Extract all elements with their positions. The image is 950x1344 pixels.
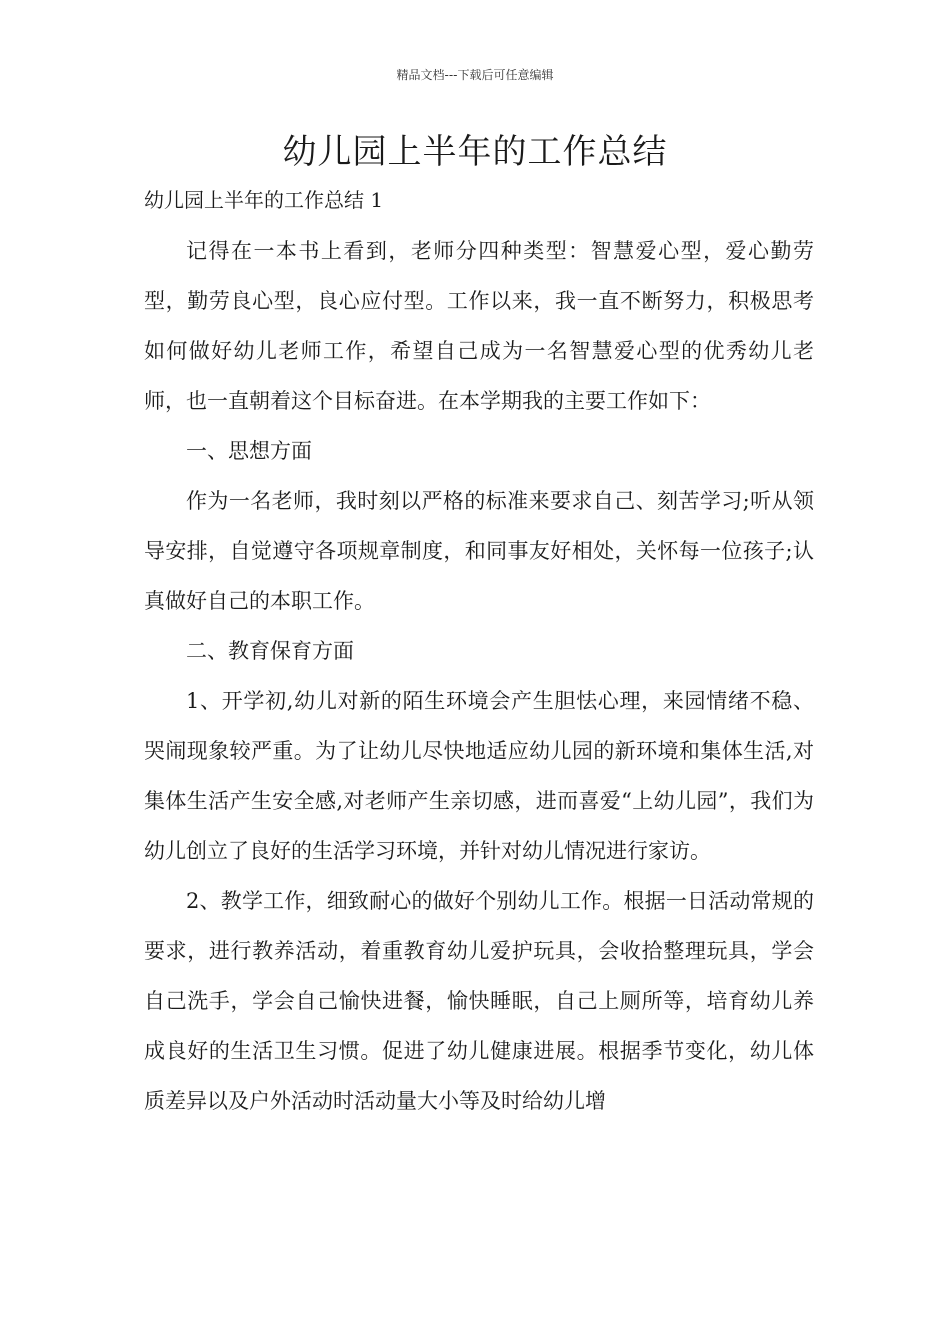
document-body [144, 226, 814, 1126]
paragraph-education-2: 2、教学工作，细致耐心的做好个别幼儿工作。根据一日活动常规的要求，进行教养活动，着重教育幼儿爱护玩具，会收拾整理玩具，学会自己洗手，学会自己愉快进餐，愉快睡眠，自己上厕所等，培育幼儿养成良好的生活卫生习惯。促进了幼儿健康进展。根据季节变化，幼儿体质差异以及户外活动时活动量大小等及时给幼儿增 [144, 889, 814, 1113]
document-subtitle: 幼儿园上半年的工作总结 1 [144, 188, 384, 212]
document-title: 幼儿园上半年的工作总结 [282, 132, 668, 172]
paragraph-thought: 作为一名老师，我时刻以严格的标准来要求自己、刻苦学习;听从领导安排，自觉遵守各项规章制度，和同事友好相处，关怀每一位孩子;认真做好自己的本职工作。 [144, 489, 814, 613]
paragraph-education-1: 1、开学初,幼儿对新的陌生环境会产生胆怯心理，来园情绪不稳、哭闹现象较严重。为了让幼儿尽快地适应幼儿园的新环境和集体生活,对集体生活产生安全感,对老师产生亲切感，进而喜爱“上幼儿园”，我们为幼儿创立了良好的生活学习环境，并针对幼儿情况进行家访。 [144, 689, 814, 863]
header-note: 精品文档---下载后可任意编辑 [396, 68, 554, 82]
paragraph-intro: 记得在一本书上看到，老师分四种类型：智慧爱心型，爱心勤劳型，勤劳良心型，良心应付型。工作以来，我一直不断努力，积极思考如何做好幼儿老师工作，希望自己成为一名智慧爱心型的优秀幼儿老师，也一直朝着这个目标奋进。在本学期我的主要工作如下： [144, 239, 814, 413]
section-heading-thought: 一、思想方面 [186, 439, 312, 463]
section-heading-education: 二、教育保育方面 [186, 639, 354, 663]
